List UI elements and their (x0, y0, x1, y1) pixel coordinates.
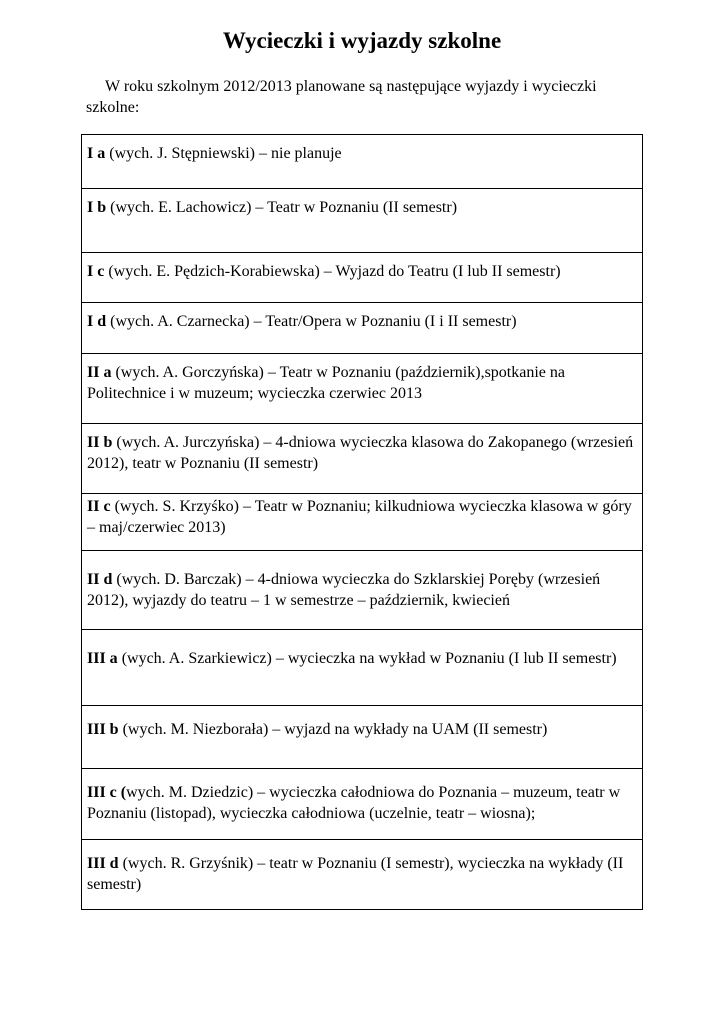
intro-paragraph: W roku szkolnym 2012/2013 planowane są następujące wyjazdy i wycieczki szkolne: (86, 78, 597, 116)
row-description: wych. M. Dziedzic) – wycieczka całodniowa do Poznania – muzeum, teatr w Poznaniu (listopad), wycieczka całodniowa (uczelnie, teatr – wiosna); (87, 784, 621, 822)
class-label: II b (87, 434, 113, 451)
class-label: I d (87, 313, 107, 330)
table-row (82, 303, 643, 354)
class-label: I c (87, 263, 105, 280)
row-description: (wych. A. Szarkiewicz) – wycieczka na wykład w Poznaniu (I lub II semestr) (117, 650, 617, 667)
class-label: II d (87, 571, 113, 588)
table-cell (82, 189, 643, 253)
table-cell (82, 354, 643, 424)
class-label: II c (87, 498, 111, 515)
row-description: (wych. E. Pędzich-Korabiewska) – Wyjazd do Teatru (I lub II semestr) (104, 263, 561, 280)
table-row (82, 424, 643, 494)
row-description: (wych. R. Grzyśnik) – teatr w Poznaniu (I semestr), wycieczka na wykłady (II semestr) (87, 855, 624, 893)
class-label: II a (87, 364, 112, 381)
table-cell (82, 630, 643, 706)
page-title: Wycieczki i wyjazdy szkolne (222, 28, 502, 53)
row-description: (wych. S. Krzyśko) – Teatr w Poznaniu; kilkudniowa wycieczka klasowa w góry – maj/czerwiec 2013) (87, 498, 632, 536)
table-cell (82, 769, 643, 840)
class-label: III c ( (87, 784, 127, 801)
row-description: (wych. A. Gorczyńska) – Teatr w Poznaniu (październik),spotkanie na Politechnice i w muzeum; wycieczka czerwiec 2013 (87, 364, 565, 402)
table-row (82, 494, 643, 551)
table-row (82, 706, 643, 769)
class-label: III a (87, 650, 118, 667)
row-description: (wych. A. Jurczyńska) – 4-dniowa wycieczka klasowa do Zakopanego (wrzesień 2012), teatr w Poznaniu (II semestr) (87, 434, 634, 472)
table-cell (82, 494, 643, 551)
table-row (82, 551, 643, 630)
table-cell (82, 551, 643, 630)
table-row (82, 840, 643, 910)
table-cell (82, 135, 643, 189)
table-cell (82, 303, 643, 354)
table-row (82, 769, 643, 840)
table-row (82, 354, 643, 424)
class-label: III d (87, 855, 119, 872)
table-cell (82, 253, 643, 303)
trips-table (81, 134, 643, 910)
table-row (82, 253, 643, 303)
table-row (82, 189, 643, 253)
class-label: III b (87, 721, 119, 738)
class-label: I a (87, 145, 106, 162)
row-description: (wych. E. Lachowicz) – Teatr w Poznaniu (II semestr) (106, 199, 458, 216)
class-label: I b (87, 199, 107, 216)
table-cell (82, 706, 643, 769)
table-row (82, 135, 643, 189)
table-cell (82, 424, 643, 494)
row-description: (wych. A. Czarnecka) – Teatr/Opera w Poznaniu (I i II semestr) (106, 313, 517, 330)
row-description: (wych. J. Stępniewski) – nie planuje (105, 145, 342, 162)
table-cell (82, 840, 643, 910)
table-row (82, 630, 643, 706)
row-description: (wych. D. Barczak) – 4-dniowa wycieczka do Szklarskiej Poręby (wrzesień 2012), wyjazdy do teatru – 1 w semestrze – październik, kwiecień (87, 571, 601, 609)
row-description: (wych. M. Niezborała) – wyjazd na wykłady na UAM (II semestr) (118, 721, 548, 738)
